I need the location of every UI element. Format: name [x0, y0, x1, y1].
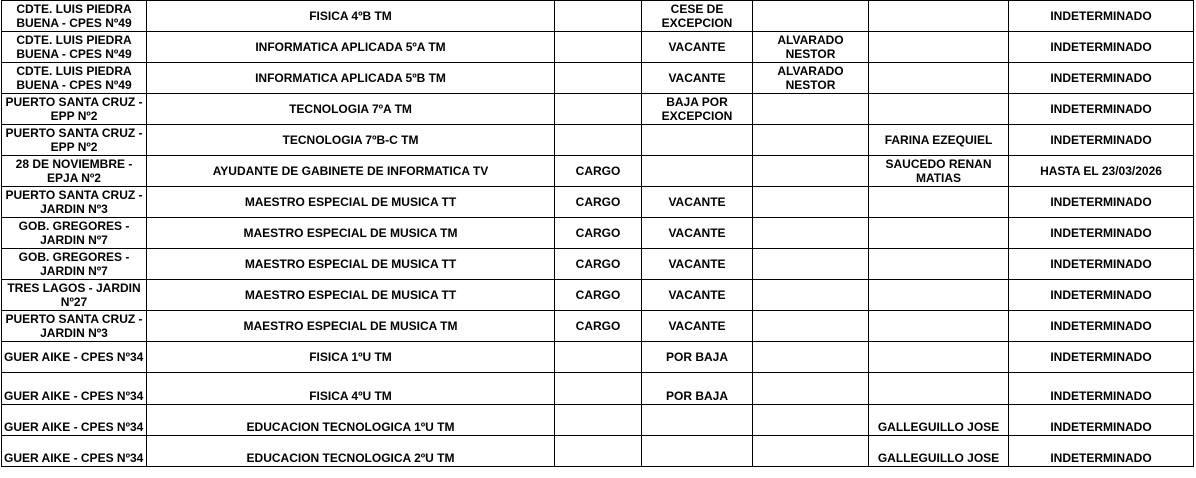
term-cell: INDETERMINADO — [1009, 373, 1194, 405]
type-cell — [555, 32, 642, 63]
status-cell: POR BAJA — [642, 373, 753, 405]
institution-cell: PUERTO SANTA CRUZ - JARDIN Nº3 — [2, 311, 147, 342]
type-cell: CARGO — [555, 311, 642, 342]
term-cell: INDETERMINADO — [1009, 218, 1194, 249]
type-cell — [555, 1, 642, 32]
status-cell: BAJA POR EXCEPCION — [642, 94, 753, 125]
table-row — [2, 32, 1194, 63]
status-cell — [642, 405, 753, 436]
holder-cell — [753, 94, 869, 125]
subject-cell: MAESTRO ESPECIAL DE MUSICA TM — [147, 311, 555, 342]
holder-cell — [753, 311, 869, 342]
substitute-cell — [869, 1, 1009, 32]
term-cell: INDETERMINADO — [1009, 436, 1194, 467]
institution-cell: PUERTO SANTA CRUZ - EPP Nº2 — [2, 125, 147, 156]
type-cell: CARGO — [555, 218, 642, 249]
term-cell: INDETERMINADO — [1009, 405, 1194, 436]
table-row — [2, 125, 1194, 156]
substitute-cell: SAUCEDO RENAN MATIAS — [869, 156, 1009, 187]
type-cell — [555, 405, 642, 436]
term-cell: INDETERMINADO — [1009, 342, 1194, 373]
holder-cell — [753, 280, 869, 311]
substitute-cell — [869, 187, 1009, 218]
subject-cell: MAESTRO ESPECIAL DE MUSICA TM — [147, 218, 555, 249]
substitute-cell — [869, 373, 1009, 405]
subject-cell: AYUDANTE DE GABINETE DE INFORMATICA TV — [147, 156, 555, 187]
subject-cell: MAESTRO ESPECIAL DE MUSICA TT — [147, 280, 555, 311]
subject-cell: INFORMATICA APLICADA 5ºA TM — [147, 32, 555, 63]
substitute-cell — [869, 94, 1009, 125]
institution-cell: GUER AIKE - CPES Nº34 — [2, 342, 147, 373]
table-row — [2, 342, 1194, 373]
institution-cell: GOB. GREGORES - JARDIN Nº7 — [2, 249, 147, 280]
table-row — [2, 405, 1194, 436]
type-cell: CARGO — [555, 280, 642, 311]
type-cell: CARGO — [555, 249, 642, 280]
status-cell: VACANTE — [642, 218, 753, 249]
table-row — [2, 373, 1194, 405]
subject-cell: INFORMATICA APLICADA 5ºB TM — [147, 63, 555, 94]
subject-cell: MAESTRO ESPECIAL DE MUSICA TT — [147, 187, 555, 218]
vacancies-table-body — [2, 1, 1194, 467]
subject-cell: EDUCACION TECNOLOGICA 2ºU TM — [147, 436, 555, 467]
term-cell: INDETERMINADO — [1009, 311, 1194, 342]
holder-cell — [753, 405, 869, 436]
institution-cell: CDTE. LUIS PIEDRA BUENA - CPES Nº49 — [2, 32, 147, 63]
table-row — [2, 94, 1194, 125]
type-cell: CARGO — [555, 156, 642, 187]
subject-cell: FISICA 4ºU TM — [147, 373, 555, 405]
holder-cell — [753, 436, 869, 467]
term-cell: HASTA EL 23/03/2026 — [1009, 156, 1194, 187]
table-row — [2, 63, 1194, 94]
institution-cell: PUERTO SANTA CRUZ - JARDIN Nº3 — [2, 187, 147, 218]
table-row — [2, 1, 1194, 32]
holder-cell — [753, 187, 869, 218]
term-cell: INDETERMINADO — [1009, 1, 1194, 32]
substitute-cell: FARINA EZEQUIEL — [869, 125, 1009, 156]
holder-cell — [753, 218, 869, 249]
table-row — [2, 436, 1194, 467]
status-cell: POR BAJA — [642, 342, 753, 373]
substitute-cell — [869, 311, 1009, 342]
status-cell: VACANTE — [642, 32, 753, 63]
type-cell — [555, 94, 642, 125]
status-cell: VACANTE — [642, 249, 753, 280]
holder-cell: ALVARADO NESTOR — [753, 32, 869, 63]
institution-cell: TRES LAGOS - JARDIN Nº27 — [2, 280, 147, 311]
institution-cell: GUER AIKE - CPES Nº34 — [2, 373, 147, 405]
table-row — [2, 311, 1194, 342]
institution-cell: PUERTO SANTA CRUZ - EPP Nº2 — [2, 94, 147, 125]
type-cell — [555, 342, 642, 373]
table-row — [2, 218, 1194, 249]
term-cell: INDETERMINADO — [1009, 125, 1194, 156]
institution-cell: GOB. GREGORES - JARDIN Nº7 — [2, 218, 147, 249]
institution-cell: 28 DE NOVIEMBRE - EPJA Nº2 — [2, 156, 147, 187]
type-cell — [555, 63, 642, 94]
substitute-cell — [869, 249, 1009, 280]
substitute-cell — [869, 280, 1009, 311]
table-row — [2, 187, 1194, 218]
term-cell: INDETERMINADO — [1009, 32, 1194, 63]
institution-cell: GUER AIKE - CPES Nº34 — [2, 405, 147, 436]
institution-cell: CDTE. LUIS PIEDRA BUENA - CPES Nº49 — [2, 63, 147, 94]
holder-cell — [753, 156, 869, 187]
subject-cell: TECNOLOGIA 7ºB-C TM — [147, 125, 555, 156]
status-cell — [642, 436, 753, 467]
subject-cell: EDUCACION TECNOLOGICA 1ºU TM — [147, 405, 555, 436]
substitute-cell — [869, 63, 1009, 94]
holder-cell — [753, 1, 869, 32]
subject-cell: TECNOLOGIA 7ºA TM — [147, 94, 555, 125]
term-cell: INDETERMINADO — [1009, 187, 1194, 218]
subject-cell: FISICA 1ºU TM — [147, 342, 555, 373]
status-cell — [642, 156, 753, 187]
table-row — [2, 156, 1194, 187]
type-cell: CARGO — [555, 187, 642, 218]
holder-cell — [753, 125, 869, 156]
table-row — [2, 280, 1194, 311]
institution-cell: CDTE. LUIS PIEDRA BUENA - CPES Nº49 — [2, 1, 147, 32]
term-cell: INDETERMINADO — [1009, 249, 1194, 280]
subject-cell: MAESTRO ESPECIAL DE MUSICA TT — [147, 249, 555, 280]
subject-cell: FISICA 4ºB TM — [147, 1, 555, 32]
holder-cell: ALVARADO NESTOR — [753, 63, 869, 94]
holder-cell — [753, 249, 869, 280]
holder-cell — [753, 342, 869, 373]
substitute-cell: GALLEGUILLO JOSE — [869, 436, 1009, 467]
term-cell: INDETERMINADO — [1009, 63, 1194, 94]
type-cell — [555, 373, 642, 405]
substitute-cell: GALLEGUILLO JOSE — [869, 405, 1009, 436]
holder-cell — [753, 373, 869, 405]
status-cell: VACANTE — [642, 187, 753, 218]
status-cell — [642, 125, 753, 156]
term-cell: INDETERMINADO — [1009, 280, 1194, 311]
vacancies-table — [1, 0, 1194, 467]
table-row — [2, 249, 1194, 280]
substitute-cell — [869, 32, 1009, 63]
term-cell: INDETERMINADO — [1009, 94, 1194, 125]
type-cell — [555, 436, 642, 467]
status-cell: VACANTE — [642, 311, 753, 342]
institution-cell: GUER AIKE - CPES Nº34 — [2, 436, 147, 467]
status-cell: CESE DE EXCEPCION — [642, 1, 753, 32]
substitute-cell — [869, 218, 1009, 249]
type-cell — [555, 125, 642, 156]
status-cell: VACANTE — [642, 280, 753, 311]
status-cell: VACANTE — [642, 63, 753, 94]
substitute-cell — [869, 342, 1009, 373]
